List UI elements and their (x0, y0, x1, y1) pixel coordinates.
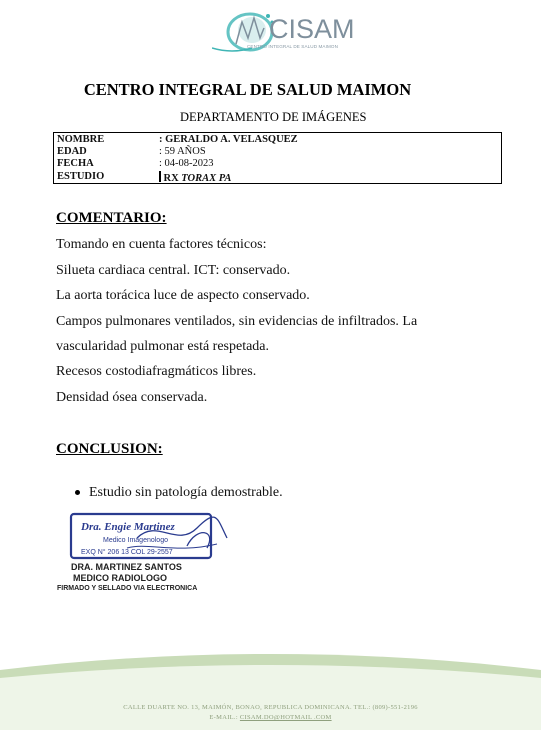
conclusion-item: Estudio sin patología demostrable. (89, 485, 283, 500)
text-cursor (159, 171, 161, 182)
patient-info-box (53, 132, 502, 184)
stamp-exequatur: EXQ N° 206 13 COL 29-2557 (81, 549, 173, 556)
bullet-icon (75, 490, 80, 495)
comentario-line: vascularidad pulmonar está respetada. (56, 339, 270, 354)
comentario-heading: COMENTARIO: (56, 210, 167, 226)
patient-label: FECHA (57, 158, 94, 169)
footer-email-label: E-MAIL.: (209, 714, 238, 721)
comentario-line: Tomando en cuenta factores técnicos: (56, 237, 267, 252)
patient-value: : GERALDO A. VELASQUEZ (159, 134, 298, 145)
comentario-line: Recesos costodiafragmáticos libres. (56, 364, 257, 379)
patient-label: ESTUDIO (57, 171, 105, 182)
patient-value: : 59 AÑOS (159, 146, 206, 157)
signature-note: FIRMADO Y SELLADO VIA ELECTRONICA (57, 585, 198, 592)
patient-value (159, 171, 231, 185)
comentario-line: Densidad ósea conservada. (56, 390, 208, 405)
study-type: TORAX PA (181, 173, 232, 184)
patient-label: EDAD (57, 146, 87, 157)
stamp-role: Medico Imagenologo (103, 537, 168, 544)
doctor-stamp (67, 508, 237, 570)
patient-label: NOMBRE (57, 134, 105, 145)
logo-text: CISAM (269, 14, 355, 44)
comentario-line: Campos pulmonares ventilados, sin evidencias de infiltrados. La (56, 314, 418, 329)
stamp-name: Dra. Engie Martinez (81, 521, 175, 533)
comentario-line: La aorta torácica luce de aspecto conservado. (56, 288, 310, 303)
logo-subtitle: CENTRO INTEGRAL DE SALUD MAIMON (247, 44, 338, 49)
signature-name: DRA. MARTINEZ SANTOS (71, 562, 182, 572)
footer-email-link[interactable]: CISAM.DO@HOTMAIL .COM (239, 714, 332, 721)
footer-address: CALLE DUARTE NO. 13, MAIMÓN, BONAO, REPUBLICA DOMINICANA. TEL.: (809)-551-2196 (123, 704, 418, 711)
comentario-line: Silueta cardiaca central. ICT: conservado. (56, 263, 291, 278)
department-title: DEPARTAMENTO DE IMÁGENES (180, 110, 367, 124)
patient-value: : 04-08-2023 (159, 158, 214, 169)
signature-role: MEDICO RADIOLOGO (73, 573, 167, 583)
page-title: CENTRO INTEGRAL DE SALUD MAIMON (83, 80, 412, 99)
footer-email-line (0, 714, 541, 721)
study-prefix: RX (163, 173, 182, 184)
conclusion-heading: CONCLUSION: (56, 441, 163, 457)
